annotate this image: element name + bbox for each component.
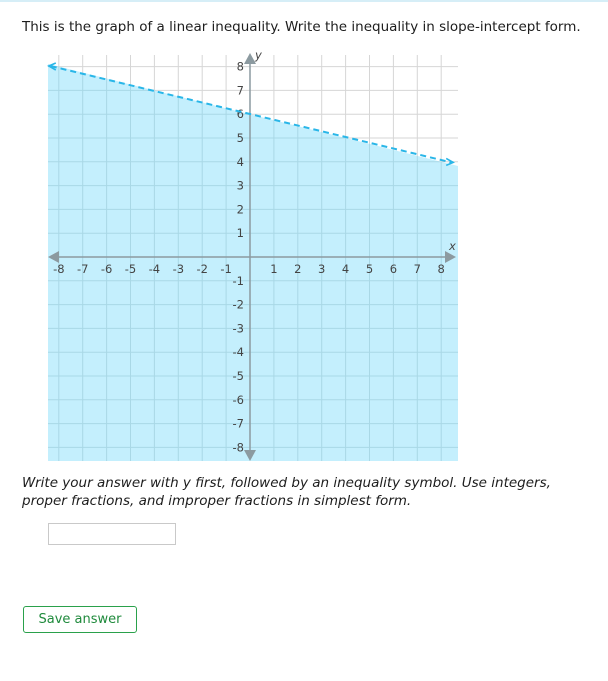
graph-plot-area [48, 48, 458, 461]
y-tick-label: 3 [236, 178, 244, 193]
x-tick-label: 1 [270, 262, 278, 276]
x-tick-label: -8 [53, 262, 65, 276]
x-tick-label: 2 [294, 262, 302, 276]
y-tick-label: -3 [232, 321, 244, 336]
x-tick-label: -3 [172, 262, 185, 276]
x-tick-label: 3 [318, 262, 326, 276]
x-axis-label: x [449, 239, 456, 253]
y-axis-label: y [255, 48, 262, 62]
y-tick-label: 2 [236, 202, 244, 217]
x-tick-label: 5 [365, 262, 374, 276]
y-tick-label: -1 [232, 273, 244, 288]
x-tick-label: 4 [341, 262, 350, 276]
y-tick-label: 8 [236, 59, 244, 74]
question-prompt: This is the graph of a linear inequality. Write the inequality in slope-intercept form. [22, 19, 581, 35]
y-tick-label: 7 [236, 83, 244, 98]
y-tick-label: 6 [236, 107, 244, 122]
y-tick-label: -6 [232, 392, 244, 407]
y-tick-label: -5 [232, 369, 244, 383]
x-tick-label: -7 [76, 262, 89, 276]
y-tick-label: 1 [236, 226, 244, 241]
x-tick-label: -6 [100, 262, 113, 276]
x-tick-label: -2 [196, 262, 208, 276]
y-tick-label: 5 [236, 131, 244, 145]
y-tick-label: -2 [232, 297, 244, 312]
x-tick-label: -4 [148, 262, 161, 276]
x-tick-label: -5 [124, 262, 137, 276]
answer-input[interactable] [48, 523, 176, 545]
x-tick-label: 6 [389, 262, 398, 276]
y-tick-label: 4 [236, 154, 244, 169]
x-tick-label: 7 [413, 262, 421, 276]
y-tick-label: -4 [232, 345, 244, 360]
save-answer-button[interactable]: Save answer [23, 606, 137, 633]
y-tick-label: -8 [232, 440, 244, 455]
x-tick-label: 8 [437, 262, 445, 276]
answer-instructions: Write your answer with y first, followed by an inequality symbol. Use integers, proper fractions, and improper fractions in simplest form. [22, 475, 551, 509]
y-tick-label: -7 [232, 416, 244, 431]
x-tick-label: -1 [220, 262, 232, 276]
